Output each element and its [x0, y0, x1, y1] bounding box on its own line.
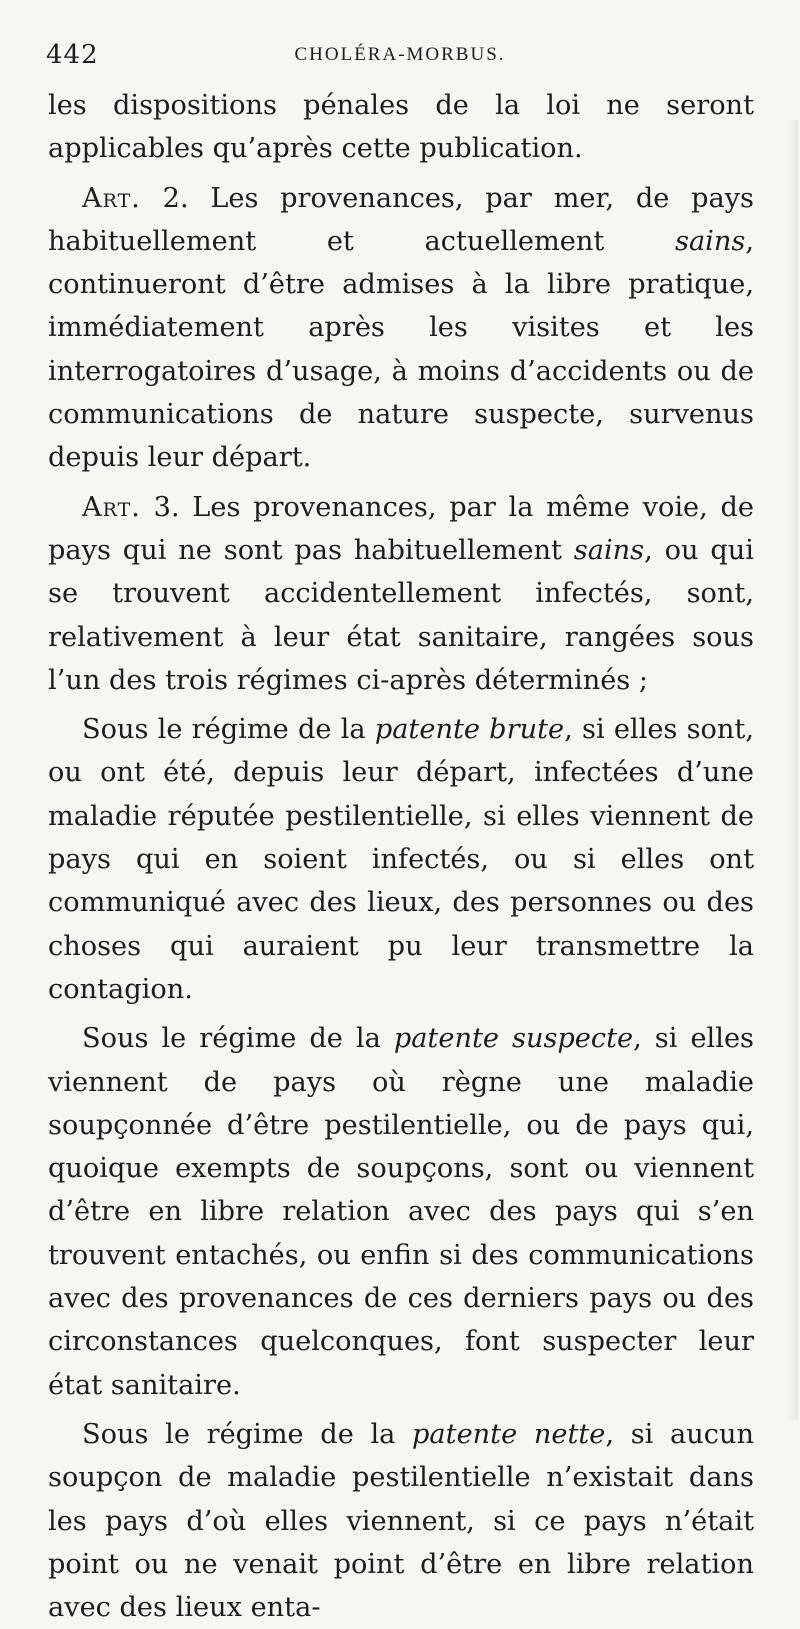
paragraph-text: les dispositions pénales de la loi ne seront applicables qu’après cette publication. — [48, 90, 754, 165]
paragraph-text: , si elles viennent de pays où règne une maladie soupçonnée d’être pestilentielle, ou de pays qui, quoique exempts de soupçons, sont ou viennent d’être en libre relation avec des pays qui s’en trouvent entachés, ou enfin si des communications avec des provenances de ces derniers pays ou des circonstances quelconques, font suspecter leur état sanitaire. — [48, 1023, 754, 1401]
italic-term: sains — [675, 225, 746, 257]
paragraph-text: , si elles sont, ou ont été, depuis leur départ, infectées d’une maladie réputée pestilentielle, si elles viennent de pays qui en soient infectés, ou si elles ont communiqué avec des lieux, des personnes ou des choses qui auraient pu leur transmettre la contagion. — [48, 714, 755, 1005]
page-number: 442 — [46, 40, 99, 70]
paragraph-text: , ou qui se trouvent accidentellement infectés, sont, relativement à leur état sanitaire, rangées sous l’un des trois régimes ci-après déterminés ; — [48, 534, 754, 696]
italic-term: patente suspecte — [393, 1023, 634, 1055]
italic-term: patente brute — [374, 714, 565, 746]
italic-term: sains — [573, 534, 645, 566]
paragraph-text: , continueront d’être admises à la libre pratique, immédiatement après les visites et les interrogatoires d’usage, à moins d’accidents ou de communications de nature suspecte, survenus depuis leur départ. — [48, 225, 754, 474]
page-edge-shadow — [786, 120, 798, 1420]
paragraph-text: 3. Les provenances, par la même voie, de pays qui ne sont pas habituellement — [48, 491, 754, 566]
paragraph-text: 2. Les provenances, par mer, de pays habituellement et actuellement — [48, 182, 754, 257]
regime-patente-brute-paragraph — [48, 708, 754, 1011]
article-label: Art. — [82, 491, 141, 523]
paragraph-continuation — [48, 84, 754, 171]
body-text — [48, 84, 754, 1629]
regime-patente-suspecte-paragraph — [48, 1017, 754, 1407]
paragraph-text: Sous le régime de la — [82, 714, 375, 746]
running-head: CHOLÉRA-MORBUS. — [294, 44, 506, 65]
italic-term: patente nette — [412, 1418, 606, 1450]
article-3-paragraph — [48, 486, 754, 702]
paragraph-text: , si aucun soupçon de maladie pestilentielle n’existait dans les pays d’où elles viennent, si ce pays n’était point ou ne venait point d’être en libre relation avec des lieux enta- — [48, 1418, 754, 1624]
paragraph-text: Sous le régime de la — [82, 1023, 394, 1055]
article-2-paragraph — [48, 177, 754, 480]
article-label: Art. — [82, 182, 141, 214]
regime-patente-nette-paragraph — [48, 1413, 754, 1629]
paragraph-text: Sous le régime de la — [82, 1418, 413, 1450]
